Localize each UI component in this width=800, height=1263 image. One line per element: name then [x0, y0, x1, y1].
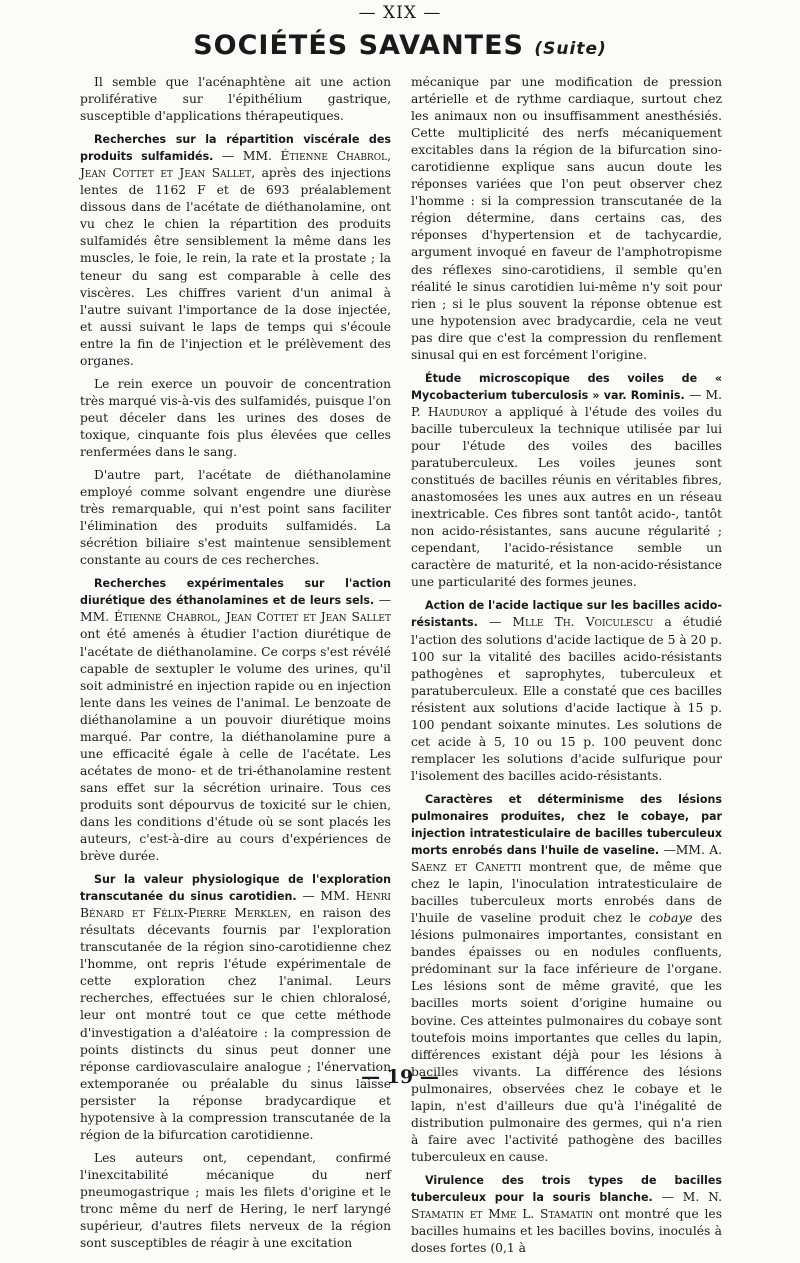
article-text: montrent que, de même que chez le lapin, l'inoculation intratesticulaire de bacilles tuberculeux morts enrobés dans de l'huile de vaseline produit chez le: [411, 860, 723, 926]
article-paragraph: Le rein exerce un pouvoir de concentration très marqué vis-à-vis des sulfamidés, puisque l'on peut déceler dans les urines des doses de toxique, cinquante fois plus élevées que celles renfermées dans le sang.: [80, 376, 391, 459]
article-sulfamides: [80, 131, 391, 370]
article-sinus-carotidien: [80, 871, 391, 1144]
continued-paragraph: mécanique par une modification de pression artérielle et de rythme cardiaque, surtout chez les animaux non ou insuffisamment anesthésiés. Cette multiplicité des nerfs mécaniquement excitables dans la région de la bifurcation sino-carotidienne explique sans aucun doute les réponses variées que l'on peut observer chez l'homme : si la compression transcutanée de la région détermine, dans certains cas, des réponses d'hypertension et de tachycardie, argument invoqué en faveur de l'amphotropisme des réflexes sino-carotidiens, il semble qu'en réalité le sinus carotidien lui-même n'y soit pour rien ; si le plus souvent la réponse obtenue est une hypotension avec bradycardie, cela ne veut pas dire que c'est la compression du renflement sinusal qui en est forcément l'origine.: [411, 75, 722, 362]
article-italic-word: cobaye: [648, 911, 693, 926]
article-paragraph: D'autre part, l'acétate de diéthanolamine employé comme solvant engendre une diurèse très remarquable, qui n'est point sans faciliter l'élimination des produits sulfamidés. La sécrétion biliaire s'est maintenue sensiblement constante au cours de ces recherches.: [80, 468, 391, 568]
article-mycobacterium: [411, 370, 722, 592]
article-heading: Virulence des trois types de bacilles tuberculeux pour la souris blanche.: [411, 1173, 722, 1204]
article-heading: Action de l'acide lactique sur les bacilles acido-résistants.: [411, 599, 722, 630]
article-authors: — MM. Étienne Chabrol, Jean Cottet et Jean Sallet,: [80, 149, 391, 181]
article-authors: — MM. Henri Bénard et Félix-Pierre Merklen,: [80, 889, 391, 921]
article-authors: — M. P. Hauduroy: [411, 387, 722, 419]
article-heading: Caractères et déterminisme des lésions pulmonaires produites, chez le cobaye, par injection intratesticulaire de bacilles tuberculeux morts enrobés dans l'huile de vaseline.: [411, 792, 722, 858]
article-authors: — MM. Étienne Chabrol, Jean Cottet et Jean Sallet: [80, 593, 391, 625]
title-main: SOCIÉTÉS SAVANTES: [193, 30, 524, 61]
article-lesions-pulmonaires: [411, 791, 722, 1166]
article-text: ont montré que les bacilles humains et les bacilles bovins, inoculés à doses fortes (0,1 à: [411, 1207, 722, 1256]
page-number: — 19 —: [361, 1066, 439, 1088]
article-ethanolamines: [80, 575, 391, 865]
article-authors: — Mlle Th. Voiculescu: [488, 615, 654, 630]
article-authors: —MM. A. Saenz et Canetti: [411, 843, 722, 875]
article-text: après des injections lentes de 1162 F et de 693 préalablement dissous dans de l'acétate de diéthanolamine, ont vu chez le chien la répartition des produits sulfamidés être sensiblement la même dans les muscles, le foie, le rein, la rate et la prostate ; la teneur du sang est comparable à celle des viscères. Les chiffres varient d'un animal à l'autre suivant l'importance de la dose injectée, et aussi suivant le laps de temps qui s'écoule entre la fin de l'injection et le prélèvement des organes.: [80, 166, 391, 368]
article-text: a appliqué à l'étude des voiles du bacille tuberculeux la technique utilisée par lui pour l'étude des voiles des bacilles paratuberculeux. Les voiles jeunes sont constitués de bacilles réunis en véritables fibres, anastomosées les unes aux autres en un réseau inextricable. Ces fibres sont tantôt acido-, tantôt non acido-résistantes, sans aucune régularité ; cependant, l'acido-résistance semble un caractère de maturité, et la non-acido-résistance une particularité des formes jeunes.: [411, 404, 722, 590]
article-text: des lésions pulmonaires importantes, consistant en bandes épaisses ou en nodules confluents, prédominant sur la face inférieure de l'organe. Les lésions sont de même gravité, que les bacilles morts soient d'origine humaine ou bovine. Ces atteintes pulmonaires du cobaye sont toutefois moins importantes que celles du lapin, différences existant déjà pour les lésions à bacilles vivants. La différence des lésions pulmonaires, observées chez le cobaye et le lapin, n'est d'ailleurs due qu'à l'inégalité de distribution pulmonaire des germes, qui n'a rien à faire avec l'activité pathogène des bacilles tuberculeux en cause.: [411, 911, 723, 1164]
page-title: [0, 30, 800, 61]
article-heading: Étude microscopique des voiles de « Mycobacterium tuberculosis » var. Rominis.: [411, 371, 722, 402]
intro-paragraph: Il semble que l'acénaphtène ait une action proliférative sur l'épithélium gastrique, susceptible d'applications thérapeutiques.: [80, 75, 391, 124]
article-heading: Recherches expérimentales sur l'action diurétique des éthanolamines et de leurs sels.: [80, 577, 391, 608]
article-heading: Recherches sur la répartition viscérale des produits sulfamidés.: [80, 133, 391, 164]
article-souris-blanche: [411, 1172, 722, 1257]
article-authors: — M. N. Stamatin et Mme L. Stamatin: [411, 1190, 723, 1222]
title-suffix: (Suite): [534, 39, 607, 59]
article-text: ont été amenés à étudier l'action diurétique de l'acétate de diéthanolamine. Ce corps s'est révélé capable de sextupler le volume des urines, qu'il soit administré en injection rapide ou en injection lente dans les veines de l'animal. Le benzoate de diéthanolamine a un pouvoir diurétique moins marqué. Par contre, la diéthanolamine pure a une efficacité égale à celle de l'acétate. Les acétates de mono- et de tri-éthanolamine restent sans effet sur la sécrétion urinaire. Tous ces produits sont dépourvus de toxicité sur le chien, dans les conditions d'étude où se sont placés les auteurs, c'est-à-dire au cours d'expériences de brève durée.: [80, 627, 391, 864]
article-text: a étudié l'action des solutions d'acide lactique de 5 à 20 p. 100 sur la vitalité des bacilles acido-résistants pathogènes et saprophytes, tuberculeux et paratuberculeux. Elle a constaté que ces bacilles résistent aux solutions d'acide lactique à 15 p. 100 pendant soixante minutes. Les solutions de cet acide à 5, 10 ou 15 p. 100 peuvent donc remplacer les solutions d'acide sulfurique pour l'isolement des bacilles acido-résistants.: [411, 615, 722, 783]
roman-folio: — XIX —: [358, 3, 442, 23]
article-acide-lactique: [411, 597, 722, 785]
article-text: en raison des résultats décevants fournis par l'exploration transcutanée de la région sino-carotidienne chez l'homme, ont repris l'étude expérimentale de cette exploration chez l'animal. Leurs recherches, effectuées sur le chien chloralosé, leur ont montré tout ce que cette méthode d'investigation a d'aléatoire : la compression de points distincts du sinus peut donner une réponse cardiovasculaire analogue ; l'énervation extemporanée ou préalable du sinus laisse persister la réponse bradycardique et hypotensive à la compression transcutanée de la région de la bifurcation carotidienne.: [80, 906, 391, 1142]
article-heading: Sur la valeur physiologique de l'exploration transcutanée du sinus carotidien.: [80, 873, 391, 904]
article-paragraph: Les auteurs ont, cependant, confirmé l'inexcitabilité mécanique du nerf pneumogastrique ; mais les filets d'origine et le tronc même du nerf de Hering, le nerf laryngé supérieur, d'autres filets nerveux de la région sont susceptibles de réagir à une excitation: [80, 1150, 391, 1251]
